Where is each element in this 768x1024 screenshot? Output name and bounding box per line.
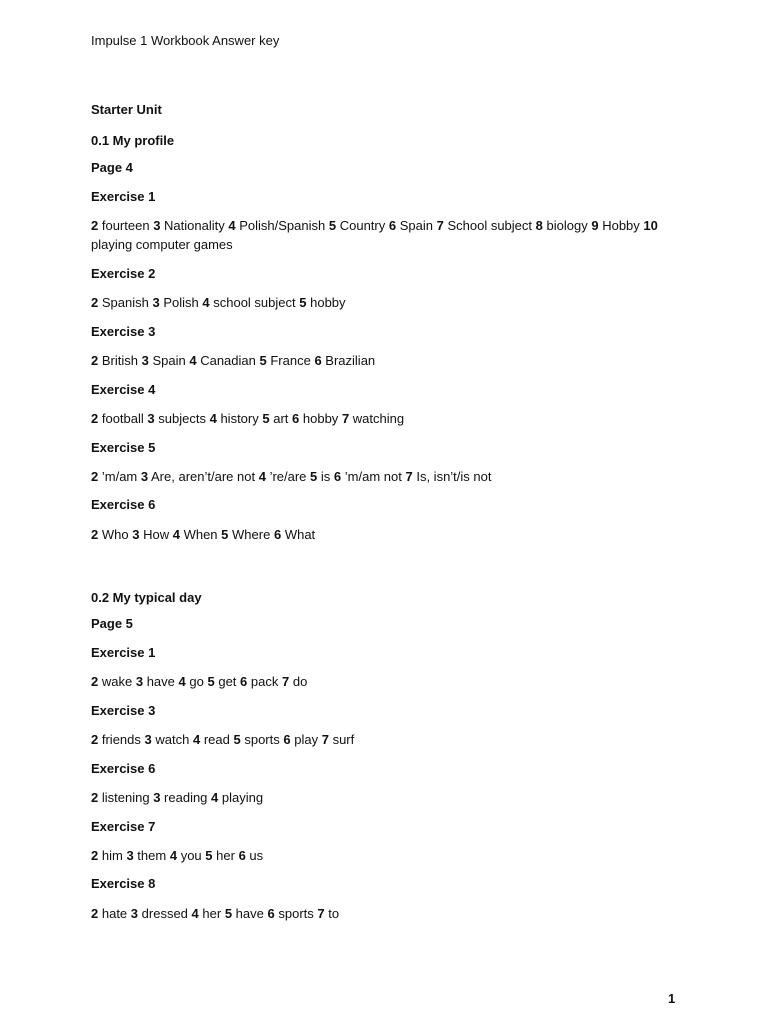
- answer-number: 3: [141, 353, 149, 368]
- answer-text: Polish: [163, 295, 199, 310]
- answer-number: 7: [405, 469, 413, 484]
- answer-text: her: [216, 848, 235, 863]
- answer-text: watching: [352, 411, 405, 426]
- answer-text: sports: [278, 906, 314, 921]
- answer-text: When: [183, 527, 218, 542]
- answer-text: you: [180, 848, 202, 863]
- answer-text: Country: [339, 218, 386, 233]
- answer-text: ’m/am: [101, 469, 138, 484]
- answer-number: 2: [91, 790, 99, 805]
- exercise-heading: Exercise 1: [91, 645, 156, 660]
- answer-number: 5: [262, 411, 270, 426]
- answer-text: hate: [101, 906, 128, 921]
- answer-number: 4: [169, 848, 178, 863]
- answer-number: 7: [282, 674, 290, 689]
- page-number: 1: [668, 991, 676, 1006]
- answer-text: him: [101, 848, 123, 863]
- answer-number: 5: [310, 469, 318, 484]
- answer-number: 7: [317, 906, 325, 921]
- unit-title: Starter Unit: [91, 102, 162, 117]
- answer-number: 2: [91, 411, 99, 426]
- page-reference: Page 4: [91, 160, 133, 175]
- exercise-heading: Exercise 8: [91, 876, 156, 891]
- answer-text: do: [292, 674, 308, 689]
- answer-number: 4: [228, 218, 236, 233]
- answer-text: How: [143, 527, 170, 542]
- answer-text: Spanish: [101, 295, 149, 310]
- answer-text: Hobby: [602, 218, 640, 233]
- answer-line: [91, 672, 671, 691]
- exercise-heading: Exercise 6: [91, 497, 156, 512]
- answer-text: read: [203, 732, 230, 747]
- answer-number: 7: [436, 218, 444, 233]
- answer-number: 2: [91, 295, 99, 310]
- answer-number: 3: [153, 790, 161, 805]
- answer-number: 3: [144, 732, 152, 747]
- answer-number: 8: [535, 218, 543, 233]
- answer-text: sports: [244, 732, 280, 747]
- answer-text: ’re/are: [269, 469, 307, 484]
- answer-number: 6: [273, 527, 282, 542]
- answer-line: [91, 846, 671, 865]
- answer-number: 5: [299, 295, 307, 310]
- answer-number: 9: [591, 218, 599, 233]
- answer-text: her: [202, 906, 222, 921]
- answer-text: hobby: [310, 295, 346, 310]
- answer-text: play: [294, 732, 319, 747]
- answer-number: 2: [91, 469, 99, 484]
- exercise-heading: Exercise 5: [91, 440, 156, 455]
- answer-text: Are, aren’t/are not: [151, 469, 256, 484]
- answer-text: biology: [546, 218, 588, 233]
- answer-text: Where: [232, 527, 271, 542]
- answer-number: 6: [388, 218, 397, 233]
- answer-text: pack: [250, 674, 279, 689]
- answer-text: Brazilian: [325, 353, 376, 368]
- answer-text: to: [328, 906, 340, 921]
- answer-number: 4: [189, 353, 197, 368]
- answer-number: 7: [321, 732, 329, 747]
- answer-line: [91, 293, 671, 312]
- answer-number: 3: [152, 295, 160, 310]
- answer-number: 5: [259, 353, 267, 368]
- answer-number: 2: [91, 732, 99, 747]
- answer-number: 7: [341, 411, 350, 426]
- answer-number: 5: [328, 218, 337, 233]
- answer-number: 4: [258, 469, 266, 484]
- answer-number: 6: [240, 674, 248, 689]
- answer-text: wake: [101, 674, 133, 689]
- answer-text: surf: [332, 732, 355, 747]
- answer-number: 4: [209, 411, 217, 426]
- answer-text: Who: [101, 527, 129, 542]
- section-title: 0.1 My profile: [91, 133, 175, 148]
- answer-text: Canadian: [200, 353, 256, 368]
- exercise-heading: Exercise 3: [91, 324, 156, 339]
- answer-number: 5: [221, 527, 229, 542]
- answer-number: 2: [91, 906, 99, 921]
- answer-text: football: [101, 411, 144, 426]
- answer-number: 6: [314, 353, 322, 368]
- answer-text: Spain: [399, 218, 433, 233]
- exercise-heading: Exercise 2: [91, 266, 156, 281]
- answer-number: 5: [207, 674, 215, 689]
- answer-line: [91, 216, 671, 254]
- answer-number: 2: [91, 527, 99, 542]
- answer-number: 2: [91, 848, 99, 863]
- answer-number: 2: [91, 353, 99, 368]
- answer-text: watch: [155, 732, 190, 747]
- answer-line: [91, 409, 671, 428]
- answer-number: 3: [140, 469, 149, 484]
- answer-text: Nationality: [164, 218, 225, 233]
- exercise-heading: Exercise 7: [91, 819, 156, 834]
- answer-number: 4: [202, 295, 210, 310]
- answer-number: 3: [135, 674, 144, 689]
- answer-number: 10: [643, 218, 658, 233]
- answer-text: them: [137, 848, 167, 863]
- answer-text: subjects: [158, 411, 206, 426]
- answer-number: 4: [191, 906, 199, 921]
- exercise-heading: Exercise 3: [91, 703, 156, 718]
- answer-text: have: [235, 906, 264, 921]
- answer-number: 3: [132, 527, 140, 542]
- answer-number: 4: [192, 732, 201, 747]
- answer-number: 3: [126, 848, 134, 863]
- answer-number: 5: [224, 906, 233, 921]
- answer-text: listening: [101, 790, 150, 805]
- section-title: 0.2 My typical day: [91, 590, 202, 605]
- answer-number: 3: [147, 411, 155, 426]
- answer-number: 2: [91, 218, 99, 233]
- answer-number: 3: [130, 906, 139, 921]
- answer-number: 4: [172, 527, 180, 542]
- answer-text: France: [270, 353, 311, 368]
- answer-text: fourteen: [101, 218, 150, 233]
- answer-line: [91, 467, 671, 486]
- answer-text: What: [284, 527, 316, 542]
- answer-text: reading: [164, 790, 208, 805]
- answer-text: history: [220, 411, 259, 426]
- answer-text: us: [249, 848, 264, 863]
- answer-line: [91, 904, 671, 923]
- answer-number: 5: [233, 732, 241, 747]
- answer-text: have: [146, 674, 175, 689]
- answer-text: hobby: [302, 411, 339, 426]
- answer-text: get: [218, 674, 237, 689]
- answer-number: 4: [178, 674, 186, 689]
- answer-text: ’m/am not: [344, 469, 402, 484]
- answer-number: 6: [267, 906, 275, 921]
- answer-line: [91, 730, 671, 749]
- answer-text: school subject: [213, 295, 296, 310]
- answer-text: School subject: [447, 218, 533, 233]
- answer-number: 6: [238, 848, 246, 863]
- answer-text: British: [101, 353, 138, 368]
- page-reference: Page 5: [91, 616, 133, 631]
- answer-number: 5: [205, 848, 213, 863]
- answer-number: 6: [283, 732, 291, 747]
- answer-text: art: [273, 411, 289, 426]
- answer-text: go: [189, 674, 204, 689]
- answer-number: 3: [153, 218, 161, 233]
- exercise-heading: Exercise 4: [91, 382, 156, 397]
- answer-text: dressed: [141, 906, 188, 921]
- answer-number: 6: [292, 411, 300, 426]
- answer-number: 2: [91, 674, 99, 689]
- answer-line: [91, 351, 671, 370]
- answer-text: friends: [101, 732, 141, 747]
- answer-text: Polish/Spanish: [239, 218, 326, 233]
- answer-line: [91, 788, 671, 807]
- exercise-heading: Exercise 1: [91, 189, 156, 204]
- exercise-heading: Exercise 6: [91, 761, 156, 776]
- answer-text: playing: [221, 790, 264, 805]
- answer-text: Spain: [152, 353, 186, 368]
- answer-line: [91, 525, 671, 544]
- answer-text: is: [320, 469, 331, 484]
- answer-number: 6: [333, 469, 342, 484]
- answer-text: playing computer games: [91, 237, 233, 252]
- answer-number: 4: [211, 790, 219, 805]
- document-header: Impulse 1 Workbook Answer key: [91, 33, 280, 48]
- answer-text: Is, isn’t/is not: [416, 469, 492, 484]
